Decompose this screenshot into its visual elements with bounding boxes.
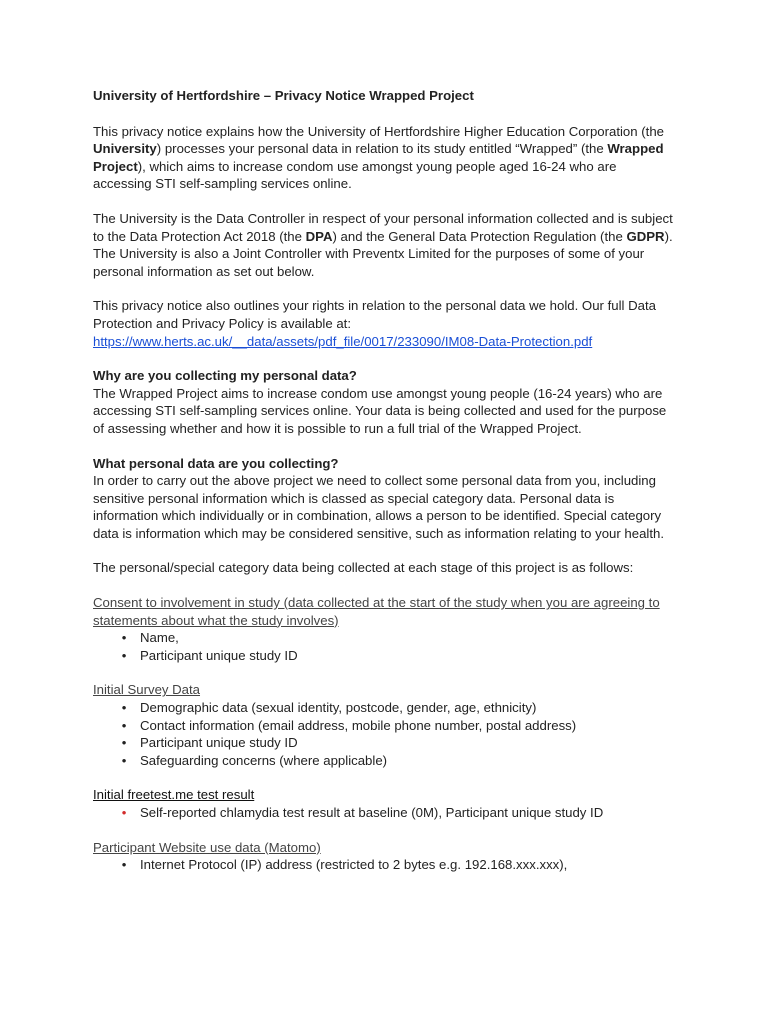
rights-text: This privacy notice also outlines your rights in relation to the personal data we hold. Our full Data Protection and Privacy Policy is available at: <box>93 298 656 331</box>
bullet-icon: • <box>121 717 127 733</box>
bullet-icon: • <box>121 700 127 716</box>
list-item <box>121 717 678 735</box>
controller-bold-dpa: DPA <box>305 228 333 244</box>
consent-list <box>93 629 678 664</box>
list-item-text: Self-reported chlamydia test result at baseline (0M), Participant unique study ID <box>140 805 604 820</box>
bullet-icon: • <box>121 630 127 646</box>
list-item-text: Contact information (email address, mobile phone number, postal address) <box>140 717 577 733</box>
what-heading: What personal data are you collecting? <box>93 455 339 471</box>
list-item-text: Safeguarding concerns (where applicable) <box>140 752 388 768</box>
intro-bold-university: University <box>93 141 157 157</box>
list-item-text: Demographic data (sexual identity, postcode, gender, age, ethnicity) <box>140 700 537 716</box>
list-item <box>121 804 678 822</box>
list-item-text: Participant unique study ID <box>140 735 298 751</box>
intro-text-1: This privacy notice explains how the University of Hertfordshire Higher Education Corporation (the <box>93 123 664 139</box>
controller-bold-gdpr: GDPR <box>626 228 665 244</box>
intro-paragraph <box>93 123 678 193</box>
intro-text-2: ) processes your personal data in relation to its study entitled “Wrapped” (the <box>156 141 608 157</box>
website-list <box>93 856 678 874</box>
controller-text-3: ). The University is also a Joint Controller with Preventx Limited for the purposes of some of your personal information as set out below. <box>93 228 673 279</box>
freetest-heading: Initial freetest.me test result <box>93 787 255 803</box>
survey-list <box>93 699 678 769</box>
list-item <box>121 647 678 665</box>
list-item-text: Name, <box>140 630 179 646</box>
bullet-icon: • <box>121 805 127 820</box>
list-item-text: Participant unique study ID <box>140 647 298 663</box>
list-item <box>121 734 678 752</box>
stages-intro: The personal/special category data being collected at each stage of this project is as follows: <box>93 560 634 576</box>
controller-text-2: ) and the General Data Protection Regulation (the <box>332 228 627 244</box>
why-body: The Wrapped Project aims to increase condom use amongst young people (16-24 years) who are accessing STI self-sampling services online. Your data is being collected and used for the purpose of assessing whether and how it is possible to run a full trial of the Wrapped Project. <box>93 385 667 436</box>
bullet-icon: • <box>121 857 127 873</box>
bullet-icon: • <box>121 752 127 768</box>
document-title: University of Hertfordshire – Privacy Notice Wrapped Project <box>93 88 474 103</box>
what-section <box>93 455 678 543</box>
why-section <box>93 367 678 437</box>
survey-heading: Initial Survey Data <box>93 682 201 698</box>
consent-heading: Consent to involvement in study (data collected at the start of the study when you are agreeing to statements about what the study involves) <box>93 595 660 628</box>
freetest-list <box>93 804 678 822</box>
intro-bold-wrapped-project: Wrapped Project <box>93 141 664 174</box>
bullet-icon: • <box>121 735 127 751</box>
list-item-text: Internet Protocol (IP) address (restricted to 2 bytes e.g. 192.168.xxx.xxx), <box>140 857 568 873</box>
list-item <box>121 752 678 770</box>
controller-text-1: The University is the Data Controller in respect of your personal information collected and is subject to the Data Protection Act 2018 (the <box>93 210 673 244</box>
list-item <box>121 699 678 717</box>
what-body: In order to carry out the above project we need to collect some personal data from you, including sensitive personal information which is classed as special category data. Personal data is information which individually or in combination, allows a person to be identified. Special category data is information which may be considered sensitive, such as information relating to your health. <box>93 473 665 541</box>
website-heading: Participant Website use data (Matomo) <box>93 839 321 855</box>
bullet-icon: • <box>121 647 127 663</box>
rights-paragraph <box>93 297 678 350</box>
policy-link[interactable]: https://www.herts.ac.uk/__data/assets/pdf_file/0017/233090/IM08-Data-Protection.pdf <box>93 333 593 349</box>
controller-paragraph <box>93 210 678 280</box>
intro-text-3: ), which aims to increase condom use amongst young people aged 16-24 who are accessing STI self-sampling services online. <box>93 158 617 192</box>
list-item <box>121 856 678 874</box>
why-heading: Why are you collecting my personal data? <box>93 368 357 384</box>
list-item <box>121 629 678 647</box>
